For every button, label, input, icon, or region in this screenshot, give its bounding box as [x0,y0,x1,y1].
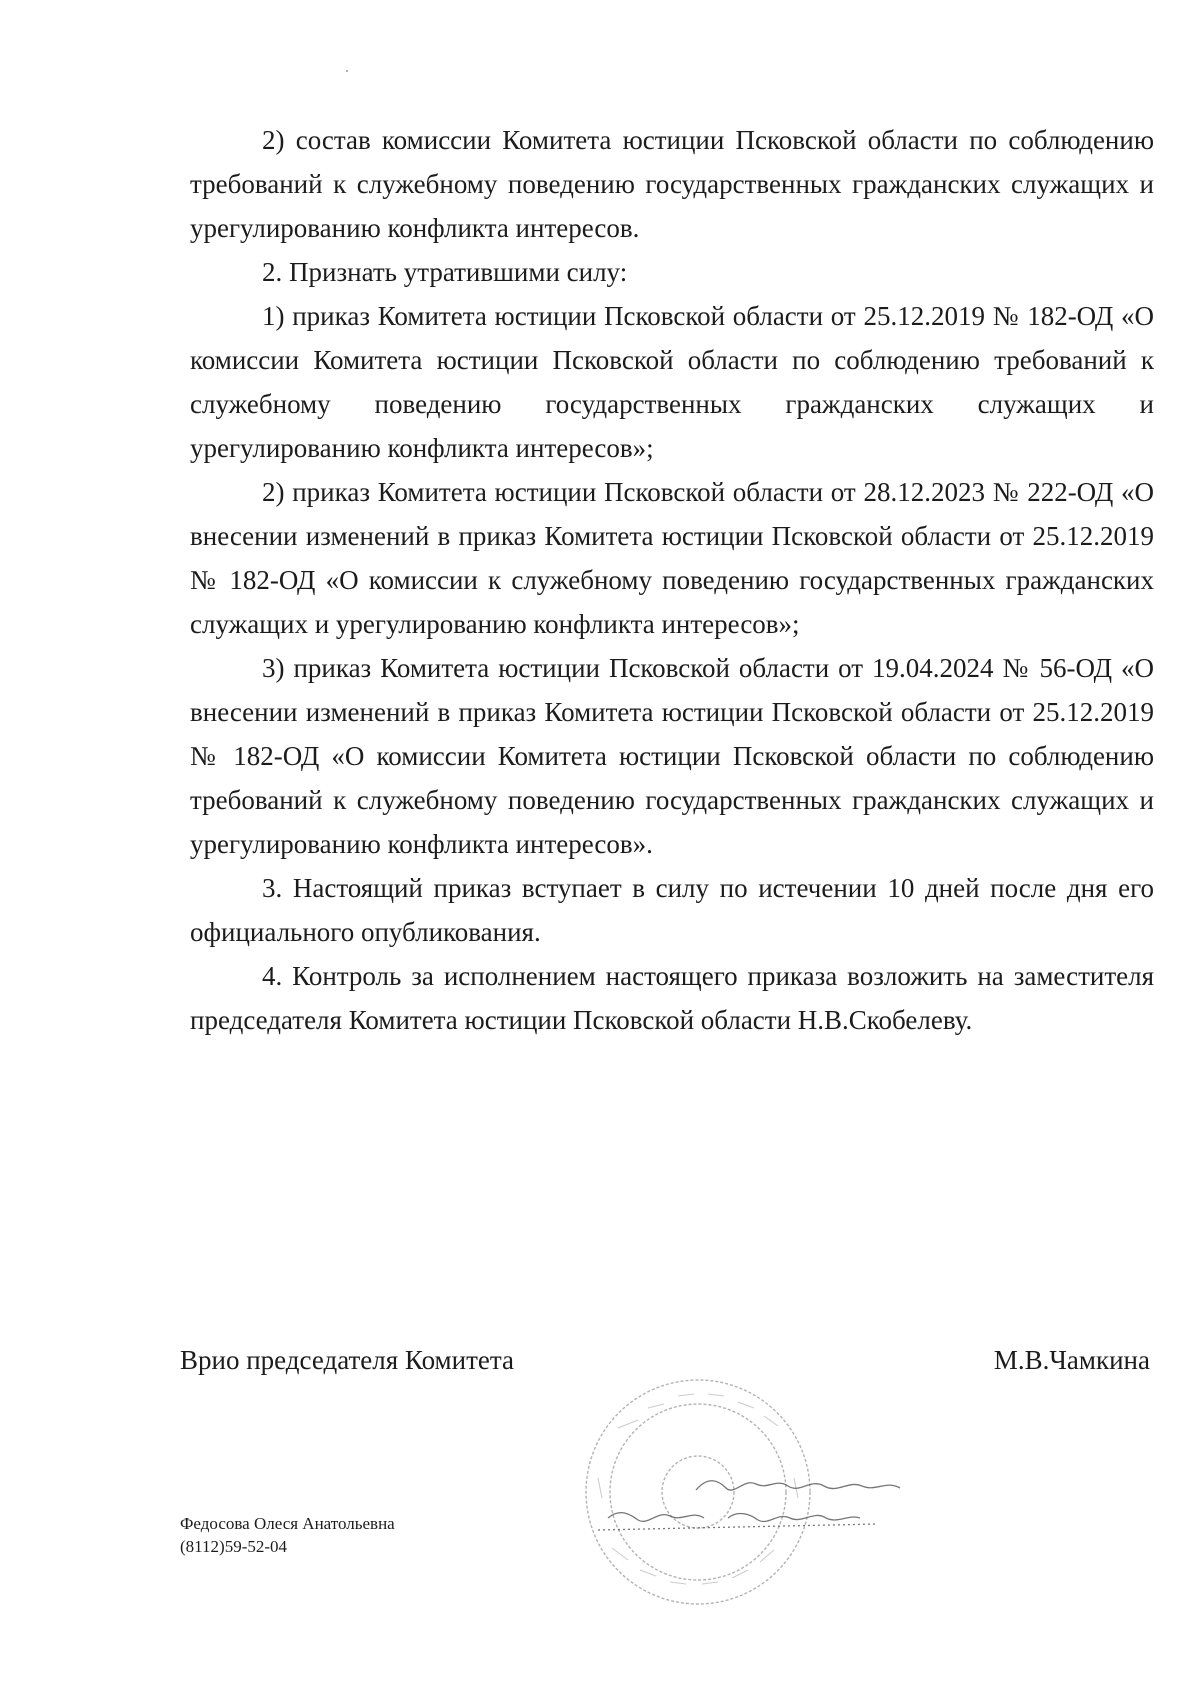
paragraph-composition-item: 2) состав комиссии Комитета юстиции Псковской области по соблюдению требований к служебному поведению государственных гражданских служащих и урегулированию конфликта интересов. [190,125,1154,243]
document-body [190,118,1154,1042]
contact-phone: (8112)59-52-04 [180,1537,288,1556]
paragraph-repeal-heading: 2. Признать утратившими силу: [262,257,628,287]
paragraph-repeal-item-3: 3) приказ Комитета юстиции Псковской области от 19.04.2024 № 56-ОД «О внесении изменений в приказ Комитета юстиции Псковской области от 25.12.2019 № 182-ОД «О комиссии Комитета юстиции Псковской области по соблюдению требований к служебному поведению государственных гражданских служащих и урегулированию конфликта интересов». [190,653,1154,859]
contact-block [180,1512,395,1558]
paragraph-repeal-item-1: 1) приказ Комитета юстиции Псковской области от 25.12.2019 № 182-ОД «О комиссии Комитета юстиции Псковской области по соблюдению требований к служебному поведению государственных гражданских служащих и урегулированию конфликта интересов»; [190,301,1154,463]
scan-speck [346,70,348,72]
paragraph-control: 4. Контроль за исполнением настоящего приказа возложить на заместителя председателя Комитета юстиции Псковской области Н.В.Скобелеву. [190,961,1154,1035]
contact-name: Федосова Олеся Анатольевна [180,1514,395,1533]
signer-position: Врио председателя Комитета [180,1345,514,1375]
paragraph-effective-date: 3. Настоящий приказ вступает в силу по истечении 10 дней после дня его официального опубликования. [190,873,1154,947]
signer-name: М.В.Чамкина [993,1345,1150,1375]
paragraph-repeal-item-2: 2) приказ Комитета юстиции Псковской области от 28.12.2023 № 222-ОД «О внесении изменений в приказ Комитета юстиции Псковской области от 25.12.2019 № 182-ОД «О комиссии к служебному поведению государственных гражданских служащих и урегулированию конфликта интересов»; [190,477,1154,639]
seal-stamp-icon [578,1368,948,1618]
